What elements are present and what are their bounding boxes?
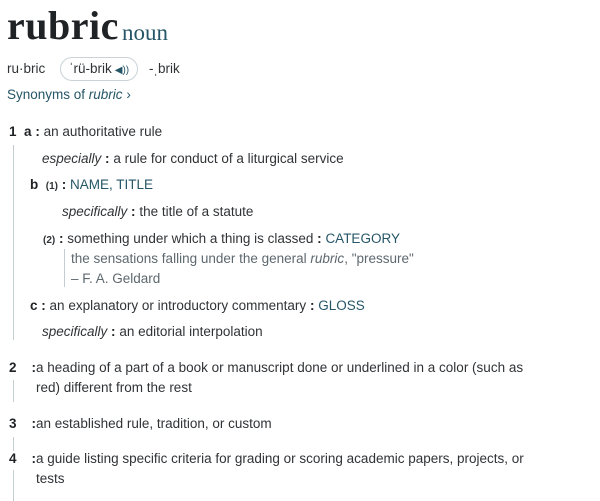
sense-1a [9,124,162,139]
quote-author: – F. A. Geldard [71,271,161,286]
chevron-right-icon: › [126,87,131,102]
sense-text: a guide listing specific criteria for grading or scoring academic papers, projects, or [36,451,524,466]
sense-1-guide-line [13,145,14,340]
synonyms-word: rubric [88,87,123,102]
sense-colon: : [105,151,110,166]
sense-letter: c [30,298,38,313]
sense-1b2 [43,231,400,246]
xref-category-link[interactable]: CATEGORY [325,231,400,246]
sense-colon: : [31,416,37,431]
sense-colon: : [309,298,315,313]
sense-text: an established rule, tradition, or custom [36,416,272,431]
sub-label: especially [42,151,102,166]
pronunciation-button[interactable] [60,57,138,81]
usage-quote [71,251,414,266]
sense-4-line-2: tests [36,471,65,486]
pronunciation-variant: -ˌbrik [149,61,180,76]
sense-1b [30,177,153,192]
quote-text: the sensations falling under the general [71,251,311,266]
sense-text: an authoritative rule [43,124,163,139]
sub-label: specifically [62,204,128,219]
speaker-icon: ◀)) [114,65,130,76]
sense-colon: : [41,298,46,313]
sense-number: 1 [9,124,17,139]
sense-text: an explanatory or introductory commentary [49,298,307,313]
sense-colon: : [59,231,64,246]
xref-gloss-link[interactable]: GLOSS [318,298,365,313]
sense-number: 3 [9,416,17,431]
sense-number: 4 [9,451,17,466]
sense-1a-sub [42,151,344,166]
synonyms-prefix: Synonyms of [7,87,89,102]
sub-label: specifically [42,324,108,339]
syllabification: ru·bric [7,61,46,76]
sense-text: an editorial interpolation [119,324,263,339]
sense-1c-sub [42,324,263,339]
sense-letter: a [24,124,32,139]
sense-text: the title of a statute [139,204,254,219]
sense-colon: : [35,124,40,139]
sense-2-guide-line [13,380,14,402]
quote-guide-line [64,249,65,287]
sense-3 [9,416,272,431]
quote-text-end: , "pressure" [344,251,414,266]
sense-subnumber: (1) [45,181,58,192]
sense-text: something under which a thing is classed [67,231,314,246]
sense-subnumber: (2) [43,235,56,246]
pronunciation-text: ˈrü-brik [69,61,112,76]
sense-colon: : [131,204,136,219]
sense-4-guide-line [13,470,14,501]
sense-colon: : [31,451,37,466]
sense-number: 2 [9,360,17,375]
sense-text: a rule for conduct of a liturgical service [113,151,344,166]
synonyms-link[interactable] [7,87,131,102]
sense-text: a heading of a part of a book or manuscript done or underlined in a color (such as [36,360,524,375]
part-of-speech: noun [122,20,168,45]
quote-emphasis: rubric [310,251,345,266]
sense-3-guide-line [13,437,14,451]
sense-colon: : [61,177,67,192]
sense-colon: : [31,360,37,375]
sense-4 [9,451,524,466]
sense-colon: : [317,231,322,246]
sense-1c [30,298,365,313]
sense-2 [9,360,523,375]
xref-name-title-link[interactable]: NAME, TITLE [70,177,154,192]
sense-colon: : [111,324,116,339]
headword: rubric [7,3,119,48]
sense-1b1-sub [62,204,253,219]
sense-2-line-2: red) different from the rest [36,380,192,395]
sense-letter: b [30,177,39,192]
